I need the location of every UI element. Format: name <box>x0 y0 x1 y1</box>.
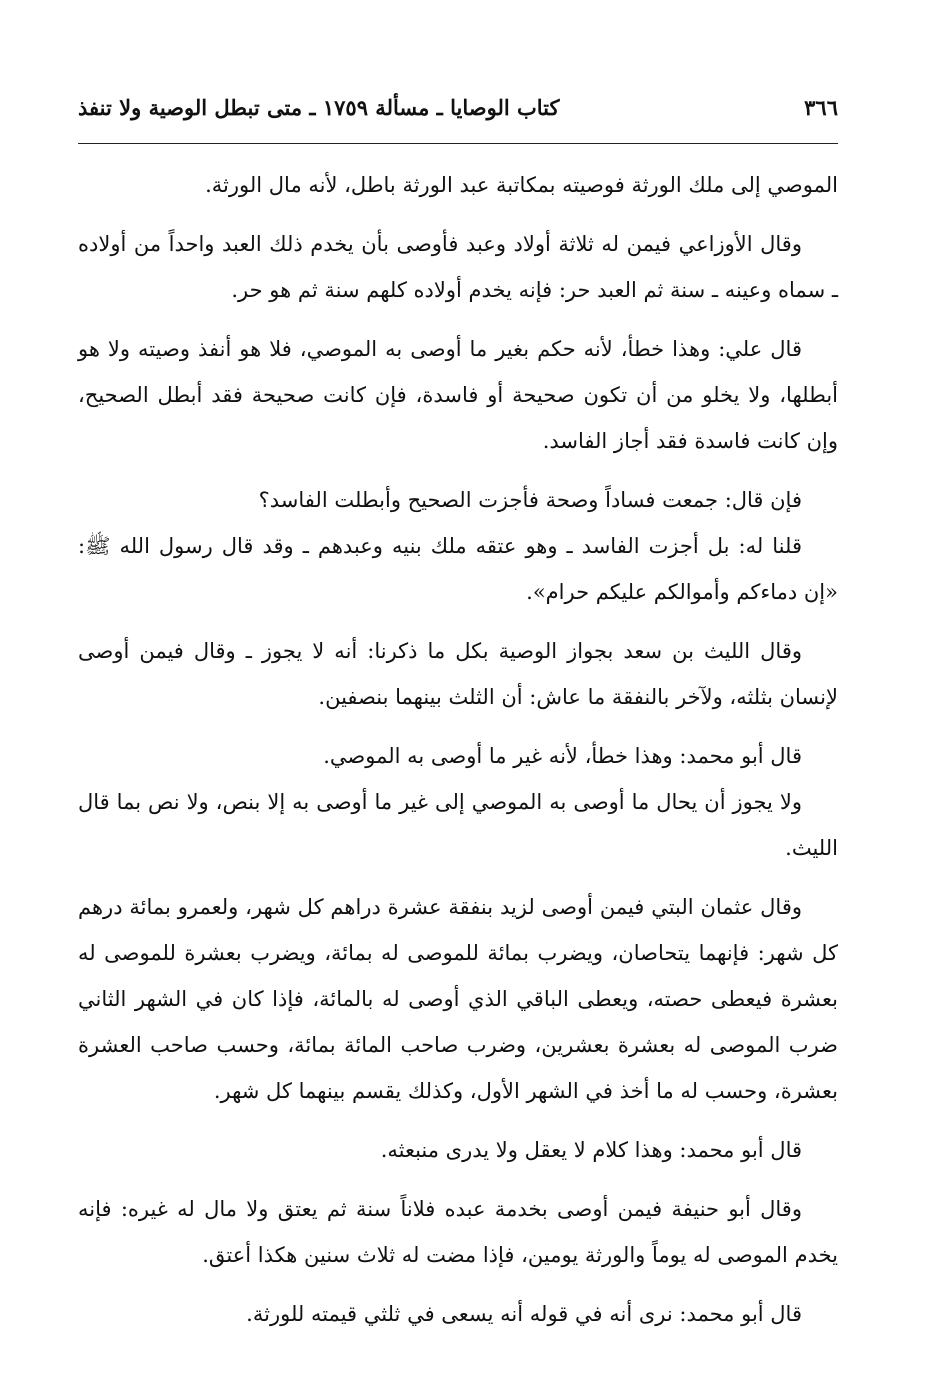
paragraph: قال أبو محمد: وهذا كلام لا يعقل ولا يدرى منبعثه. <box>380 1138 802 1162</box>
page-header <box>78 84 838 130</box>
page-number: ٣٦٦ <box>804 94 838 120</box>
paragraph: الموصي إلى ملك الورثة فوصيته بمكاتبة عبد الورثة باطل، لأنه مال الورثة. <box>205 173 838 197</box>
paragraph: فإن قال: جمعت فساداً وصحة فأجزت الصحيح وأبطلت الفاسد؟ <box>258 488 802 512</box>
page-body <box>78 162 838 1337</box>
header-divider <box>78 143 838 144</box>
paragraph: وقال عثمان البتي فيمن أوصى لزيد بنفقة عشرة دراهم كل شهر، ولعمرو بمائة درهم كل شهر: فإنهما يتحاصان، ويضرب بمائة للموصى له بمائة، ويضرب بعشرة للموصى له بعشرة فيعطى حصته، ويعطى الباقي الذي أوصى له بالمائة، فإذا كان في الشهر الثاني ضرب الموصى له بعشرة بعشرين، وضرب صاحب المائة بمائة، وحسب صاحب العشرة بعشرة، وحسب له ما أخذ في الشهر الأول، وكذلك يقسم بينهما كل شهر. <box>78 895 838 1103</box>
paragraph: قال علي: وهذا خطأ، لأنه حكم بغير ما أوصى به الموصي، فلا هو أنفذ وصيته ولا هو أبطلها، ولا يخلو من أن تكون صحيحة أو فاسدة، فإن كانت صحيحة فقد أبطل الصحيح، وإن كانت فاسدة فقد أجاز الفاسد. <box>78 337 838 453</box>
running-title: كتاب الوصايا ـ مسألة ١٧٥٩ ـ متى تبطل الوصية ولا تنفذ <box>78 94 560 120</box>
paragraph: وقال أبو حنيفة فيمن أوصى بخدمة عبده فلاناً سنة ثم يعتق ولا مال له غيره: فإنه يخدم الموصى له يوماً والورثة يومين، فإذا مضت له ثلاث سنين هكذا أعتق. <box>78 1197 838 1267</box>
paragraph: قال أبو محمد: نرى أنه في قوله أنه يسعى في ثلثي قيمته للورثة. <box>246 1302 802 1326</box>
paragraph: قال أبو محمد: وهذا خطأ، لأنه غير ما أوصى به الموصي. <box>323 744 802 768</box>
paragraph: وقال الليث بن سعد بجواز الوصية بكل ما ذكرنا: أنه لا يجوز ـ وقال فيمن أوصى لإنسان بثلثه، ولآخر بالنفقة ما عاش: أن الثلث بينهما بنصفين. <box>78 639 838 709</box>
paragraph: وقال الأوزاعي فيمن له ثلاثة أولاد وعبد فأوصى بأن يخدم ذلك العبد واحداً من أولاده ـ سماه وعينه ـ سنة ثم العبد حر: فإنه يخدم أولاده كلهم سنة ثم هو حر. <box>78 232 838 302</box>
paragraph: قلنا له: بل أجزت الفاسد ـ وهو عتقه ملك بنيه وعبدهم ـ وقد قال رسول الله ﷺ: «إن دماءكم وأموالكم عليكم حرام». <box>78 534 838 604</box>
paragraph: ولا يجوز أن يحال ما أوصى به الموصي إلى غير ما أوصى به إلا بنص، ولا نص بما قال الليث. <box>78 790 838 860</box>
